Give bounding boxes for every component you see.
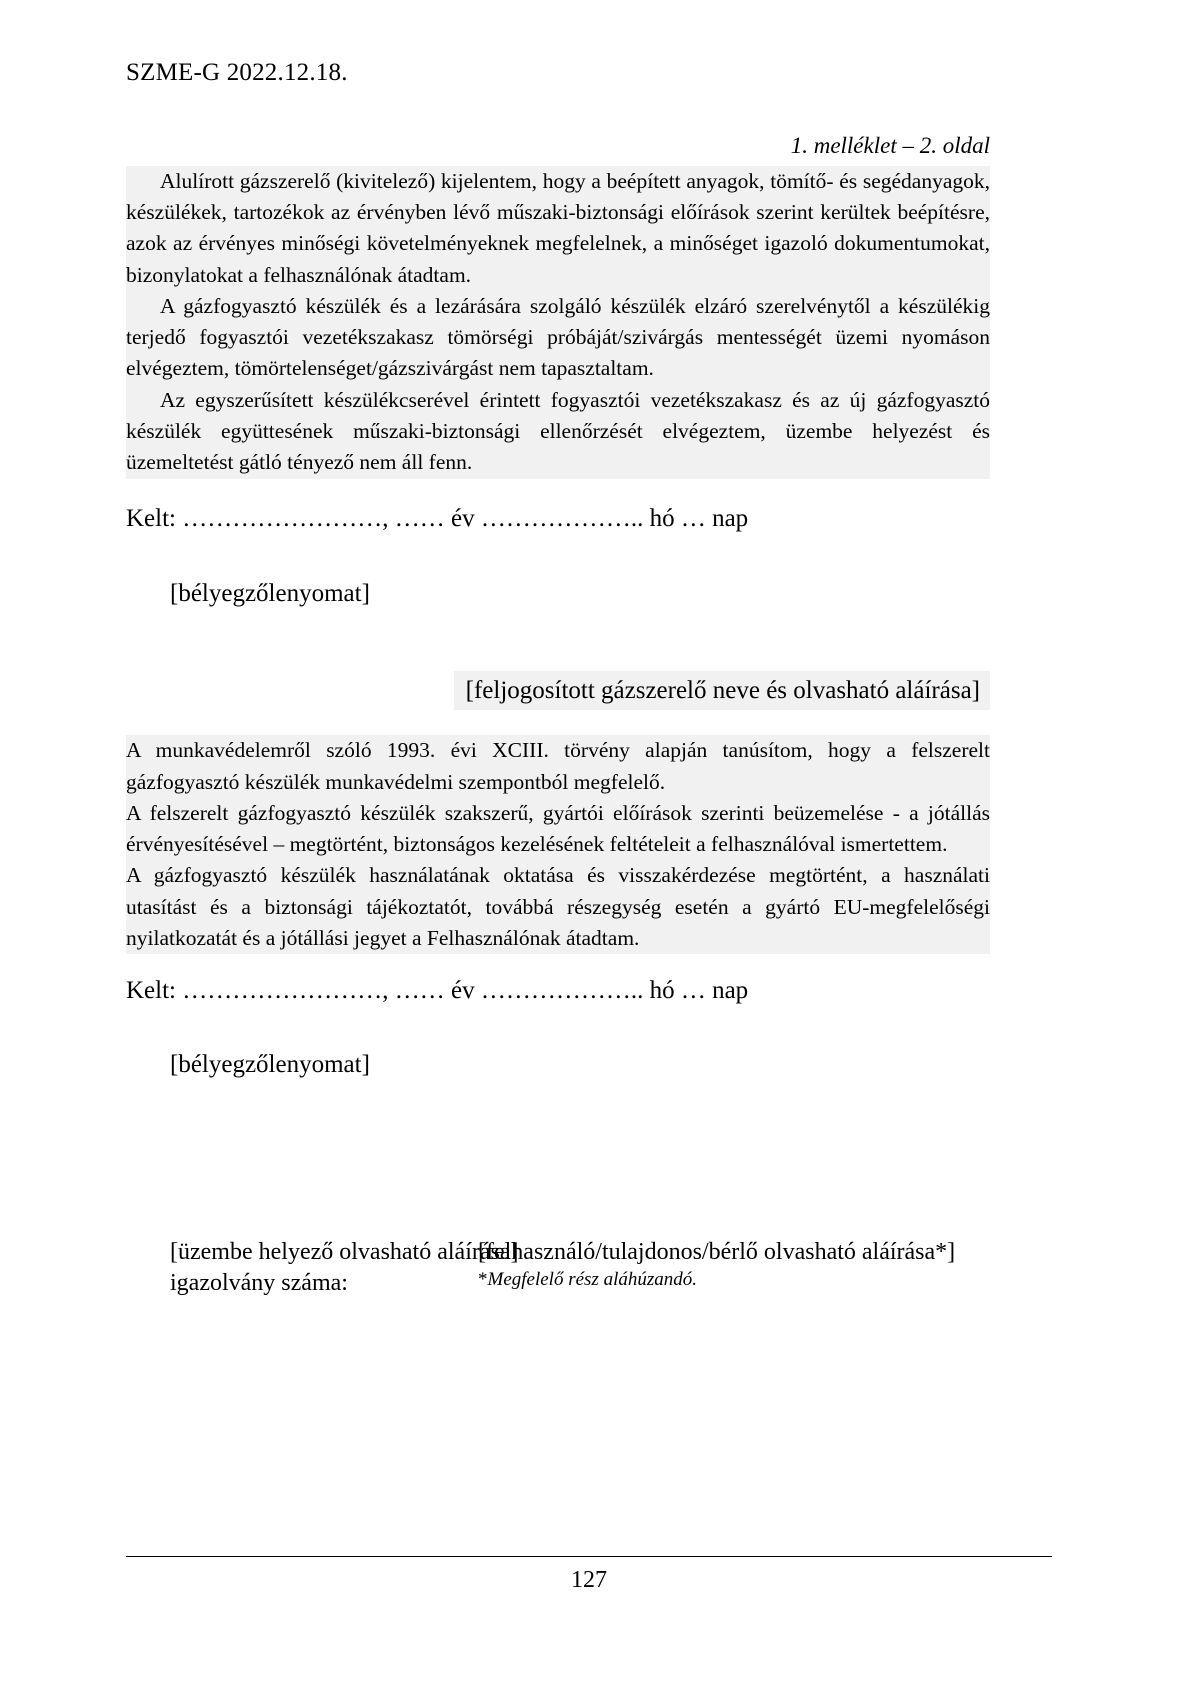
declaration-paragraph-3: Az egyszerűsített készülékcserével érintett fogyasztói vezetékszakasz és az új gázfogyasztó készülék együttesének műszaki-biztonsági ellenőrzését elvégeztem, üzembe helyezést és üzemeltetést gátló tényező nem áll fenn.: [126, 387, 990, 475]
underline-instruction-text: Megfelelő rész aláhúzandó.: [487, 1269, 698, 1291]
stamp-placeholder-installer: [bélyegzőlenyomat]: [170, 579, 370, 607]
commissioner-licence-number-label: igazolvány száma:: [170, 1270, 348, 1297]
document-code-header: SZME-G 2022.12.18.: [126, 59, 348, 86]
installer-signature-row: [126, 671, 990, 711]
user-signature-label: [felhasználó/tulajdonos/bérlő olvasható aláírása*]: [478, 1239, 956, 1266]
commissioning-paragraph-3: A gázfogyasztó készülék használatának oktatása és visszakérdezése megtörtént, a használati utasítást és a biztonsági tájékoztatót, továbbá részegység esetén a gyártó EU-megfelelőségi nyilatkozatát és a jótállási jegyet a Felhasználónak átadtam.: [126, 863, 990, 950]
stamp-placeholder-commissioning: [bélyegzőlenyomat]: [170, 1051, 370, 1079]
footer-divider: [126, 1556, 1052, 1557]
date-line-installer: Kelt: ……………………, …… év ……………….. hó … nap: [126, 504, 749, 532]
bottom-signature-area: [126, 1237, 990, 1299]
declaration-paragraph-2: A gázfogyasztó készülék és a lezárására szolgáló készülék elzáró szerelvénytől a készülékig terjedő fogyasztói vezetékszakasz tömörségi próbáját/szivárgás mentességét üzemi nyomáson elvégeztem, tömörtelenséget/gázszivárgást nem tapasztaltam.: [126, 293, 990, 381]
user-signature-column: [478, 1237, 990, 1293]
annex-page-label: 1. melléklet – 2. oldal: [790, 133, 990, 158]
footer-page-number: 127: [571, 1567, 607, 1593]
commissioner-signature-label: [üzembe helyező olvasható aláírása]: [170, 1239, 519, 1266]
declaration-block-installer: [126, 166, 990, 479]
date-line-commissioning: Kelt: ……………………, …… év ……………….. hó … nap: [126, 977, 749, 1005]
commissioning-paragraph-1: A munkavédelemről szóló 1993. évi XCIII. törvény alapján tanúsítom, hogy a felszerelt gázfogyasztó készülék munkavédelmi szempontból megfelelő.: [126, 738, 990, 794]
asterisk-marker: *: [478, 1269, 488, 1291]
declaration-block-commissioning: [126, 735, 990, 954]
underline-instruction-note: [478, 1268, 990, 1293]
document-body: [126, 0, 990, 1300]
declaration-paragraph-1: Alulírott gázszerelő (kivitelező) kijelentem, hogy a beépített anyagok, tömítő- és segédanyagok, készülékek, tartozékok az érvényben lévő műszaki-biztonsági előírások szerint kerültek beépítésre, azok az érvényes minőségi követelményeknek megfelelnek, a minőséget igazoló dokumentumokat, bizonylatokat a felhasználónak átadtam.: [126, 168, 990, 287]
installer-signature-label: [feljogosított gázszerelő neve és olvasható aláírása]: [454, 671, 990, 711]
commissioner-signature-column: [126, 1237, 519, 1299]
commissioning-paragraph-2: A felszerelt gázfogyasztó készülék szakszerű, gyártói előírások szerinti beüzemelése - a jótállás érvényesítésével – megtörtént, biztonságos kezelésének feltételeit a felhasználóval ismertettem.: [126, 800, 990, 857]
